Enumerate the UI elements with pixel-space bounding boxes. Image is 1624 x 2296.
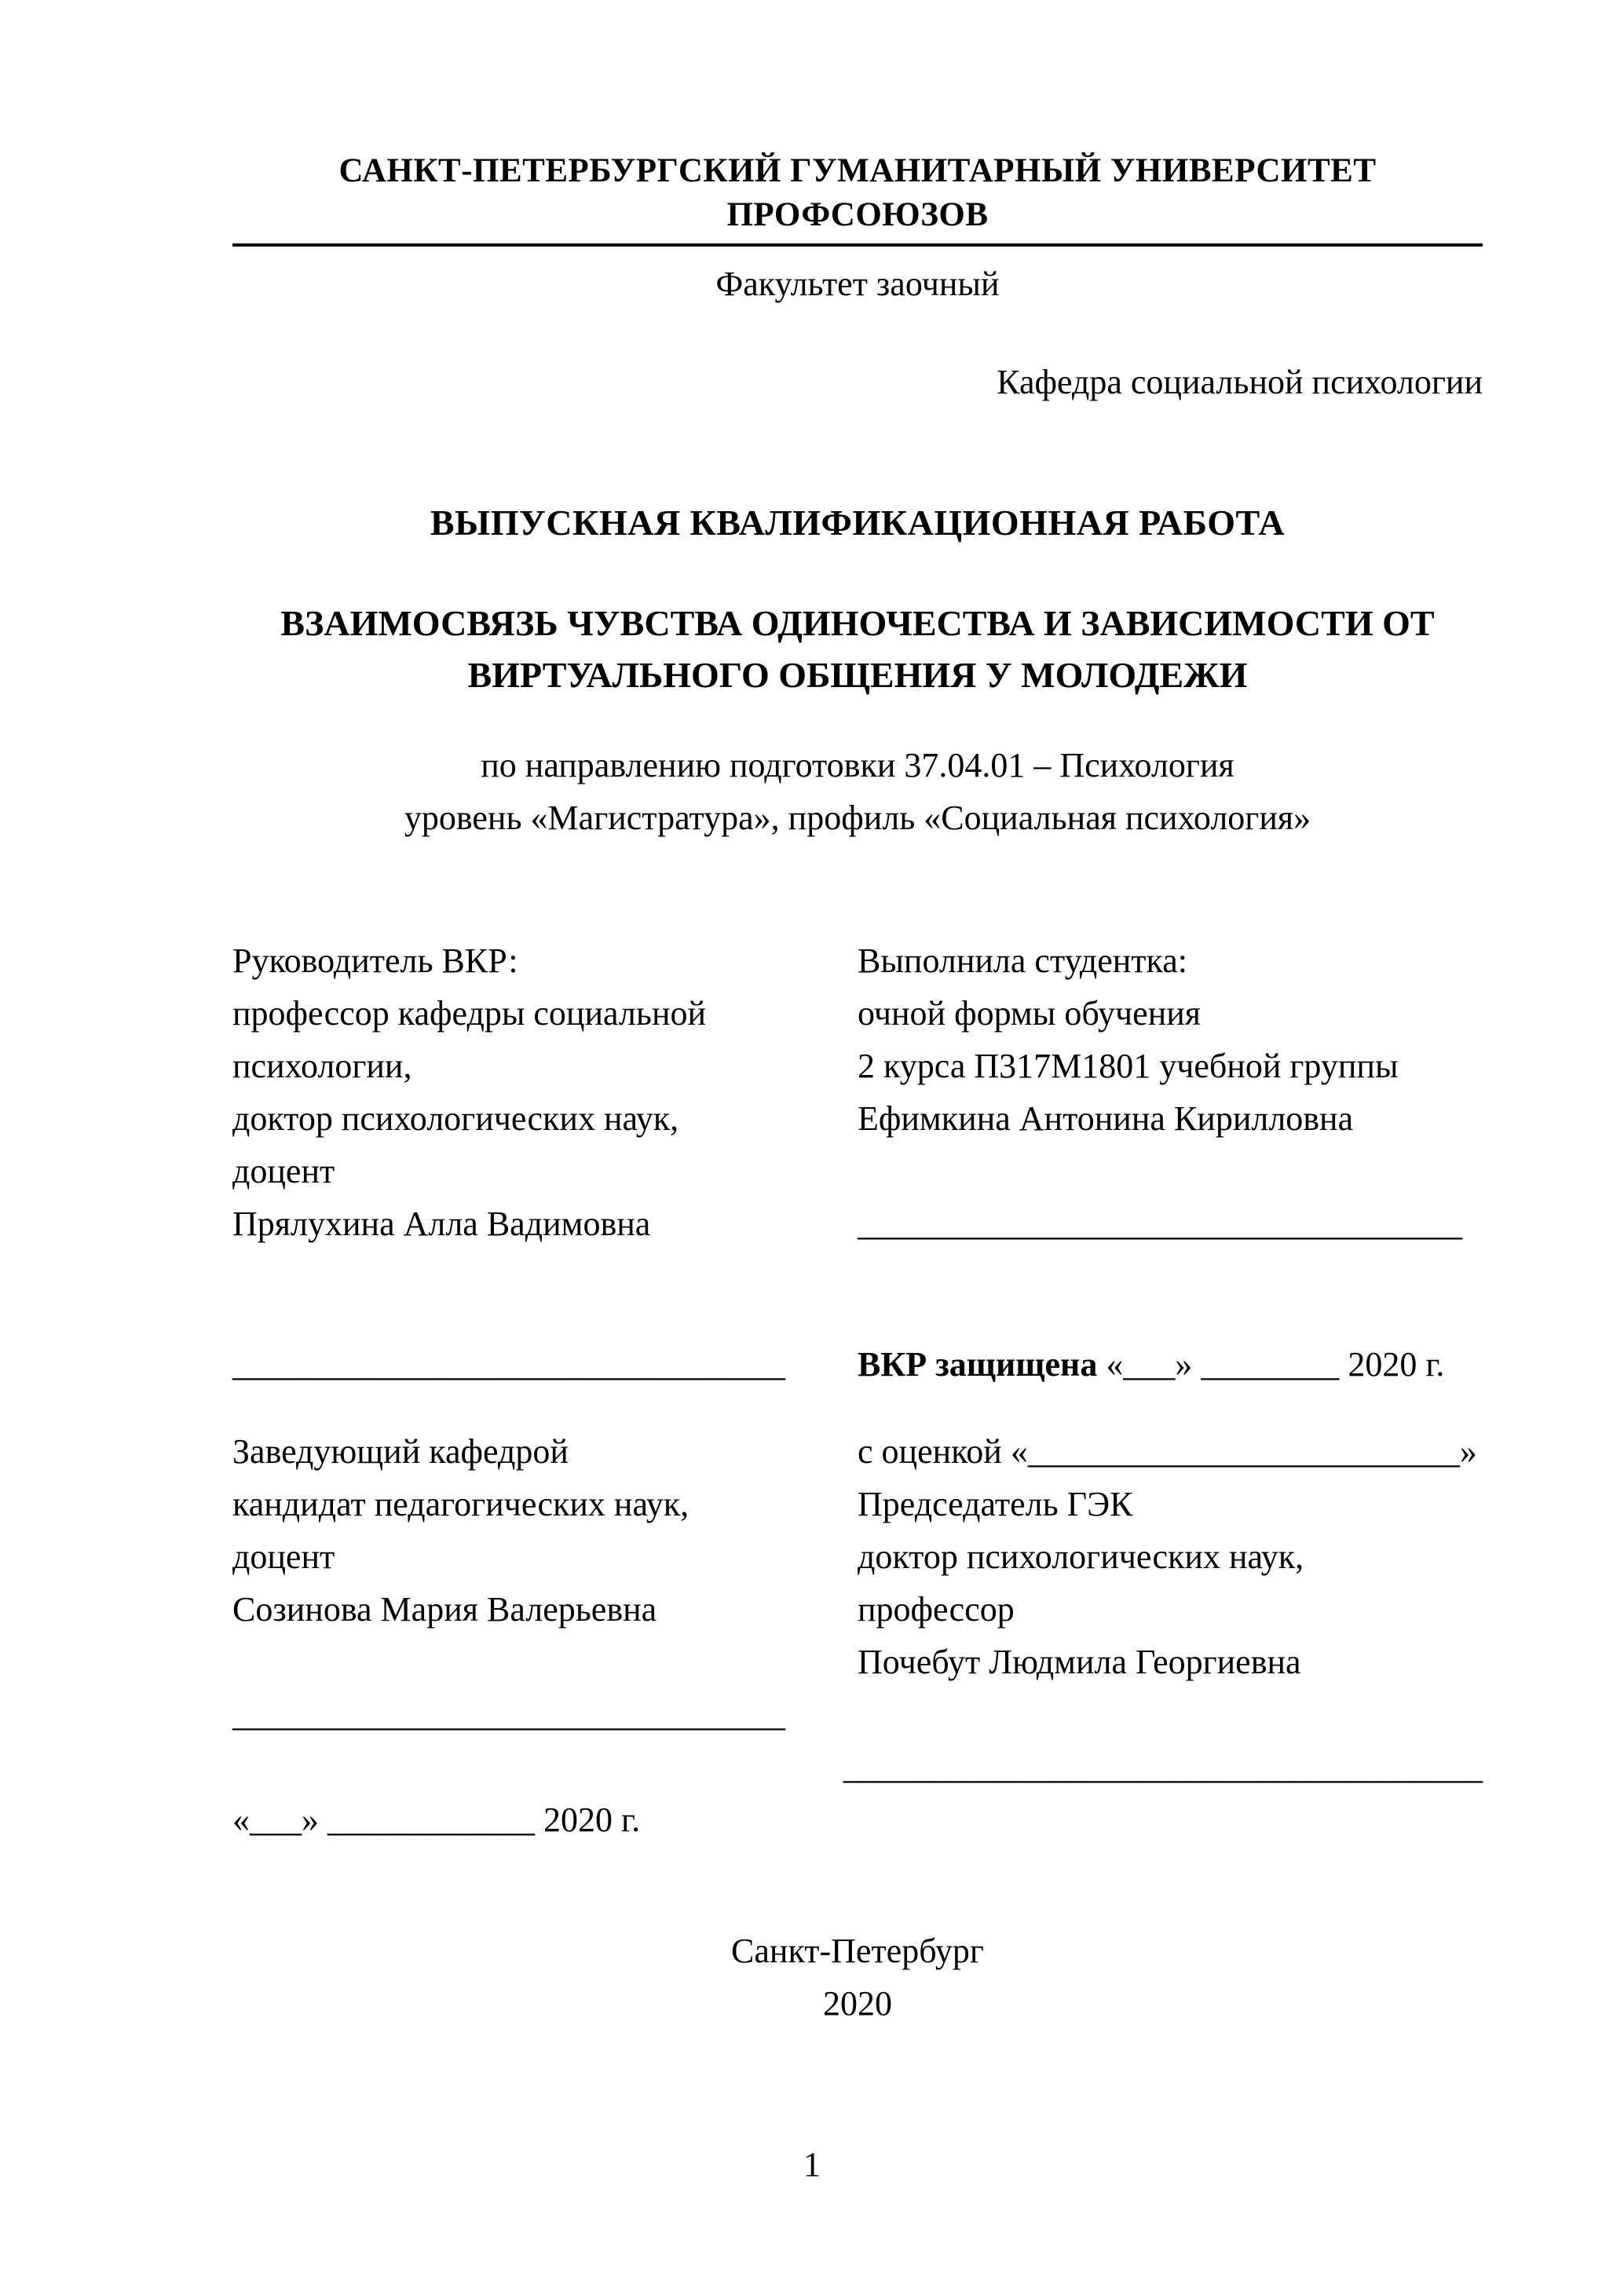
supervisor-degree: доктор психологических наук, [232,1099,679,1138]
grade-line: с оценкой «_________________________» [858,1432,1477,1471]
supervisor-name: Прялухина Алла Вадимовна [232,1205,651,1243]
head-degree: кандидат педагогических наук, [232,1485,689,1523]
program-level: уровень «Магистратура», профиль «Социальная психология» [404,799,1311,837]
thesis-title-line-1: ВЗАИМОСВЯЗЬ ЧУВСТВА ОДИНОЧЕСТВА И ЗАВИСИМОСТИ ОТ [280,603,1435,643]
student-column [858,934,1483,1250]
student-group: 2 курса П317М1801 учебной группы [858,1047,1399,1085]
spacer-line [858,1145,1483,1197]
department-head-column [232,1425,858,1688]
page-number: 1 [803,2145,821,2184]
head-position: Заведующий кафедрой [232,1432,569,1471]
spacer-line [232,1741,843,1793]
committee-column [858,1425,1483,1688]
committee-chair-name: Почебут Людмила Георгиевна [858,1643,1301,1681]
supervisor-label: Руководитель ВКР: [232,941,518,980]
supervisor-signature-column [232,1338,858,1391]
committee-chair-rank: профессор [858,1590,1015,1629]
head-name: Созинова Мария Валерьевна [232,1590,657,1629]
student-form: очной формы обучения [858,994,1202,1033]
defense-line [858,1338,1483,1391]
head-rank: доцент [232,1537,335,1576]
department-line: Кафедра социальной психологии [997,363,1483,401]
spacer-line [843,1688,1483,1741]
committee-signature-column [843,1688,1483,1846]
student-label: Выполнила студентка: [858,941,1187,980]
supervisor-rank: доцент [232,1152,335,1190]
footer [232,1925,1483,2030]
supervisor-column [232,934,858,1250]
committee-chair-degree: доктор психологических наук, [858,1537,1304,1576]
head-signature-line: ________________________________ [232,1695,785,1734]
faculty-line: Факультет заочный [715,265,1000,303]
thesis-title-line-2: ВИРТУАЛЬНОГО ОБЩЕНИЯ У МОЛОДЕЖИ [467,655,1248,695]
work-type-heading: ВЫПУСКНАЯ КВАЛИФИКАЦИОННАЯ РАБОТА [430,503,1286,543]
student-name: Ефимкина Антонина Кирилловна [858,1099,1354,1138]
head-date-line: «___» ____________ 2020 г. [232,1801,641,1839]
committee-signature-line: _____________________________________ [843,1748,1483,1786]
defense-date-blank: «___» ________ 2020 г. [1097,1345,1445,1384]
supervisor-signature-line: ________________________________ [232,1345,785,1384]
committee-chair-label: Председатель ГЭК [858,1485,1133,1523]
program-info [232,739,1483,844]
supervisor-title-2: психологии, [232,1047,412,1085]
bottom-signatures-block [232,1688,1483,1846]
supervisor-title-1: профессор кафедры социальной [232,994,707,1033]
page-content [232,149,1483,2030]
signature-defense-row [232,1338,1483,1391]
defense-label: ВКР защищена [858,1345,1098,1384]
program-direction: по направлению подготовки 37.04.01 – Психология [481,746,1234,784]
defense-column [858,1338,1483,1391]
footer-city: Санкт-Петербург [731,1932,984,1970]
supervisor-student-block [232,934,1483,1250]
student-signature-line: ___________________________________ [858,1205,1462,1243]
university-header: САНКТ-ПЕТЕРБУРГСКИЙ ГУМАНИТАРНЫЙ УНИВЕРСИТЕТ ПРОФСОЮЗОВ [232,149,1483,247]
head-committee-block [232,1425,1483,1688]
footer-year: 2020 [823,1984,892,2023]
thesis-title [232,598,1483,701]
head-signature-column [232,1688,843,1846]
